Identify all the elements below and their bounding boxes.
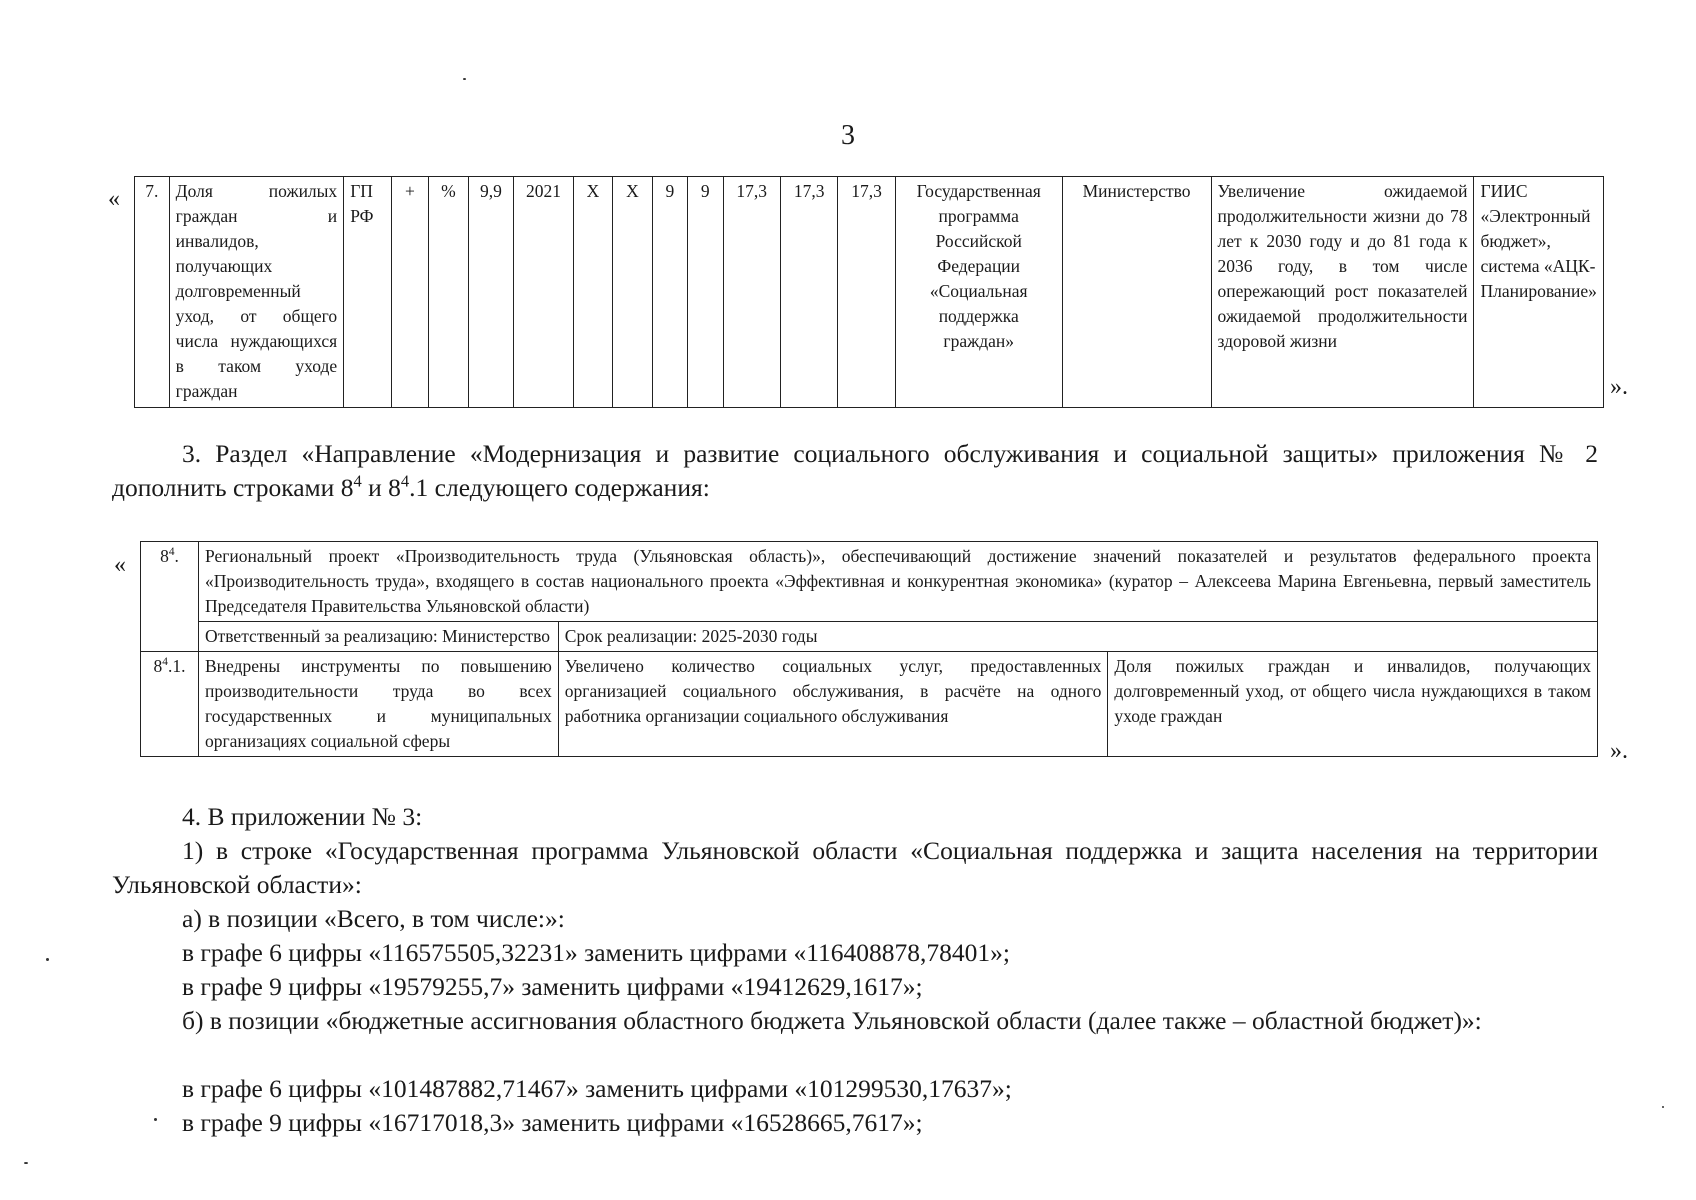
value-cell: X: [613, 177, 652, 408]
indicator-direction: +: [391, 177, 428, 408]
section-3-text-end: .1 следующего содержания:: [409, 473, 710, 502]
result-cell: Увеличено количество социальных услуг, предоставленных организацией социального обслуживания, в расчёте на одного работника организации социального обслуживания: [558, 652, 1108, 757]
value-cell: 9: [688, 177, 723, 408]
table-row: [141, 542, 1598, 622]
row-number-suffix: .1.: [167, 656, 186, 676]
row-number-suffix: .: [174, 546, 179, 566]
closing-quote: ».: [1610, 738, 1628, 764]
superscript: 4: [353, 471, 362, 491]
superscript: 4: [162, 656, 168, 669]
value-cell: 17,3: [780, 177, 837, 408]
section-4-a-col9: в графе 9 цифры «19579255,7» заменить цифрами «19412629,1617»;: [182, 972, 923, 1001]
regional-project-title: Региональный проект «Производительность труда (Ульяновская область)», обеспечивающий достижение значений показателей и результатов федерального проекта «Производительность труда», входящего в состав национального проекта «Эффективная и конкурентная экономика» (куратор – Алексеева Марина Евгеньевна, первый заместитель Председателя Правительства Ульяновской области): [198, 542, 1597, 622]
table-row: [141, 652, 1598, 757]
info-system: ГИИС «Электронный бюджет», система «АЦК-Планирование»: [1474, 177, 1604, 408]
section-4-a-col6: в графе 6 цифры «116575505,32231» заменить цифрами «116408878,78401»;: [182, 938, 1011, 967]
scan-speck: [463, 78, 466, 80]
indicator-level: ГП РФ: [344, 177, 392, 408]
section-3-text: 3. Раздел «Направление «Модернизация и развитие социального обслуживания и социальной защиты» приложения № 2 дополнить строками 8: [112, 439, 1598, 502]
section-3-paragraph: [112, 437, 1598, 505]
table-row: [135, 177, 1604, 408]
row-number: [141, 652, 199, 757]
superscript: 4: [400, 471, 410, 491]
indicator-unit: %: [429, 177, 469, 408]
section-4-b-col6: в графе 6 цифры «101487882,71467» заменить цифрами «101299530,17637»;: [182, 1074, 1012, 1103]
project-table: [140, 541, 1598, 757]
term-cell: Срок реализации: 2025-2030 годы: [558, 622, 1597, 652]
base-year: 2021: [514, 177, 574, 408]
scan-speck: [1662, 1106, 1664, 1108]
section-3-text-mid: и 8: [361, 473, 401, 502]
section-4-b-col9: в графе 9 цифры «16717018,3» заменить цифрами «16528665,7617»;: [182, 1108, 923, 1137]
row-number: [141, 542, 199, 652]
section-4-item-b: б) в позиции «бюджетные ассигнования областного бюджета Ульяновской области (далее также – областной бюджет)»:: [182, 1006, 1482, 1035]
scan-speck: [24, 1162, 28, 1164]
responsible-body: Министерство: [1062, 177, 1211, 408]
row-number-base: 8: [153, 656, 163, 676]
indicator-cell: Доля пожилых граждан и инвалидов, получающих долговременный уход, от общего числа нуждающихся в таком уходе граждан: [1108, 652, 1598, 757]
section-4-item-1: 1) в строке «Государственная программа Ульяновской области «Социальная поддержка и защита населения на территории Ульяновской области»:: [112, 836, 1598, 899]
value-cell: 9: [652, 177, 687, 408]
closing-quote: ».: [1610, 374, 1628, 400]
national-goal: Увеличение ожидаемой продолжительности жизни до 78 лет к 2030 году и до 81 года к 2036 году, в том числе опережающий рост показателей ожидаемой продолжительности здоровой жизни: [1211, 177, 1474, 408]
table-row: [141, 622, 1598, 652]
row-number: 7.: [135, 177, 170, 408]
page-number: 3: [841, 120, 855, 151]
row-number-base: 8: [160, 546, 169, 566]
task-cell: Внедрены инструменты по повышению производительности труда во всех государственных и муниципальных организациях социальной сферы: [198, 652, 558, 757]
value-cell: 17,3: [723, 177, 780, 408]
federal-program: Государственная программа Российской Федерации «Социальная поддержка граждан»: [895, 177, 1062, 408]
value-cell: 17,3: [838, 177, 895, 408]
indicator-name: Доля пожилых граждан и инвалидов, получающих долговременный уход, от общего числа нуждающихся в таком уходе граждан: [169, 177, 344, 408]
opening-quote: «: [114, 552, 126, 578]
scan-speck: [154, 1118, 157, 1121]
base-value: 9,9: [468, 177, 514, 408]
section-4-item-a: а) в позиции «Всего, в том числе:»:: [182, 904, 565, 933]
responsible-cell: Ответственный за реализацию: Министерство: [198, 622, 558, 652]
indicator-table: [134, 176, 1604, 408]
opening-quote: «: [108, 186, 120, 212]
value-cell: X: [573, 177, 612, 408]
superscript: 4: [168, 546, 175, 559]
section-4-heading: 4. В приложении № 3:: [182, 802, 423, 831]
scan-speck: [46, 958, 49, 961]
